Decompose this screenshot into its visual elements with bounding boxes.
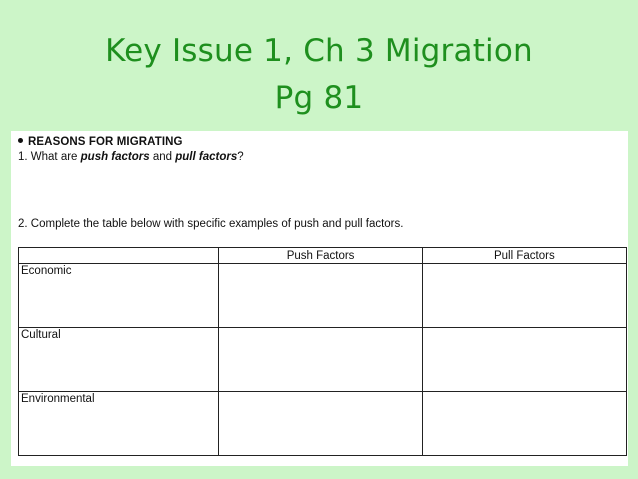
- header-pull-factors: Pull Factors: [422, 248, 626, 264]
- question-1-term-pull: pull factors: [175, 151, 238, 163]
- question-1: [18, 151, 244, 163]
- table-header-row: [19, 248, 627, 264]
- economic-push-cell: [219, 264, 422, 328]
- table-row-environmental: [19, 392, 627, 456]
- row-label-cell: [19, 392, 219, 456]
- section-heading: [18, 136, 183, 148]
- row-label-economic: Economic: [21, 265, 72, 277]
- slide-title: [0, 28, 638, 122]
- table-row-economic: [19, 264, 627, 328]
- header-blank: [19, 248, 219, 264]
- slide-title-line-1: Key Issue 1, Ch 3 Migration: [105, 33, 533, 69]
- row-label-cell: [19, 328, 219, 392]
- row-label-cell: [19, 264, 219, 328]
- header-push-factors: Push Factors: [219, 248, 422, 264]
- question-2: 2. Complete the table below with specific examples of push and pull factors.: [18, 218, 404, 230]
- question-1-suffix: ?: [237, 151, 244, 163]
- bullet-icon: [18, 138, 23, 143]
- cultural-pull-cell: [422, 328, 626, 392]
- slide-title-line-2: Pg 81: [274, 80, 364, 116]
- row-label-environmental: Environmental: [21, 393, 95, 405]
- question-1-prefix: 1. What are: [18, 151, 81, 163]
- environmental-push-cell: [219, 392, 422, 456]
- cultural-push-cell: [219, 328, 422, 392]
- section-heading-text: REASONS FOR MIGRATING: [28, 136, 183, 148]
- question-1-term-push: push factors: [80, 151, 150, 163]
- environmental-pull-cell: [422, 392, 626, 456]
- table-row-cultural: [19, 328, 627, 392]
- question-1-mid: and: [149, 151, 176, 163]
- worksheet-image: [11, 131, 628, 466]
- row-label-cultural: Cultural: [21, 329, 61, 341]
- factors-table: [18, 247, 627, 456]
- economic-pull-cell: [422, 264, 626, 328]
